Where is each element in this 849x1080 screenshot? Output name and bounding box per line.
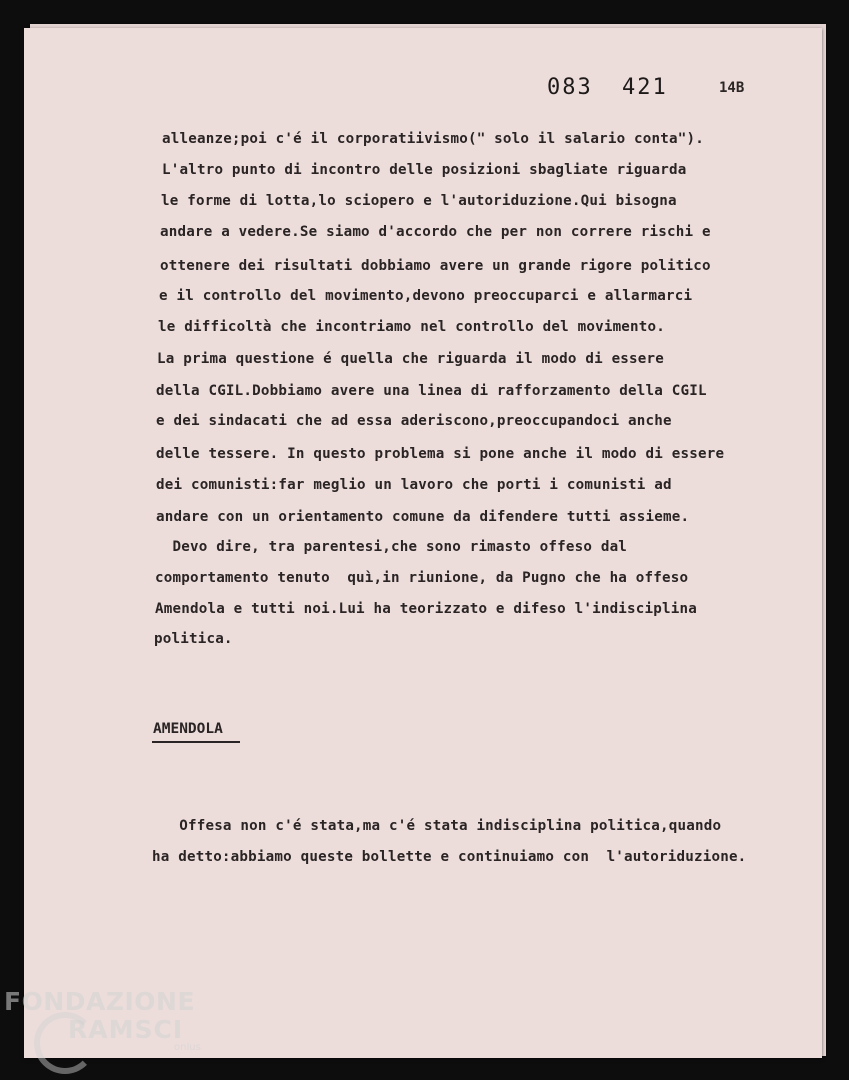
text-line: e il controllo del movimento,devono preoccuparci e allarmarci xyxy=(159,288,693,304)
text-line: alleanze;poi c'é il corporatiivismo(" solo il salario conta"). xyxy=(162,131,704,147)
text-line: Amendola e tutti noi.Lui ha teorizzato e difeso l'indisciplina xyxy=(155,601,697,617)
text-line: dei comunisti:far meglio un lavoro che porti i comunisti ad xyxy=(156,477,672,493)
text-line: ottenere dei risultati dobbiamo avere un grande rigore politico xyxy=(160,258,711,274)
reply-line: ha detto:abbiamo queste bollette e continuiamo con l'autoriduzione. xyxy=(152,849,747,865)
heading-underline xyxy=(152,741,240,743)
text-line: andare con un orientamento comune da difendere tutti assieme. xyxy=(156,509,690,525)
reply-line: Offesa non c'é stata,ma c'é stata indisciplina politica,quando xyxy=(153,818,722,834)
document-page xyxy=(24,28,822,1058)
watermark-line1: FONDAZIONE xyxy=(4,987,196,1016)
text-line: andare a vedere.Se siamo d'accordo che per non correre rischi e xyxy=(160,224,711,240)
text-line: e dei sindacati che ad essa aderiscono,preoccupandoci anche xyxy=(156,413,672,429)
page-number: 14B xyxy=(719,80,745,96)
text-line: L'altro punto di incontro delle posizioni sbagliate riguarda xyxy=(162,162,687,178)
watermark-logo xyxy=(4,988,201,1053)
text-line: delle tessere. In questo problema si pone anche il modo di essere xyxy=(156,446,725,462)
text-line: La prima questione é quella che riguarda il modo di essere xyxy=(157,351,665,367)
text-line: politica. xyxy=(154,631,233,647)
document-number: 083 421 xyxy=(547,75,668,100)
watermark-line2: RAMSCI xyxy=(68,1015,184,1044)
speaker-heading: AMENDOLA xyxy=(153,721,223,737)
watermark-line3: onlus xyxy=(174,1042,201,1053)
text-line: le difficoltà che incontriamo nel controllo del movimento. xyxy=(158,319,666,335)
text-line: le forme di lotta,lo sciopero e l'autoriduzione.Qui bisogna xyxy=(161,193,677,209)
text-line: della CGIL.Dobbiamo avere una linea di rafforzamento della CGIL xyxy=(156,383,707,399)
text-line: comportamento tenuto quì,in riunione, da Pugno che ha offeso xyxy=(155,570,689,586)
text-line: Devo dire, tra parentesi,che sono rimasto offeso dal xyxy=(155,539,628,555)
